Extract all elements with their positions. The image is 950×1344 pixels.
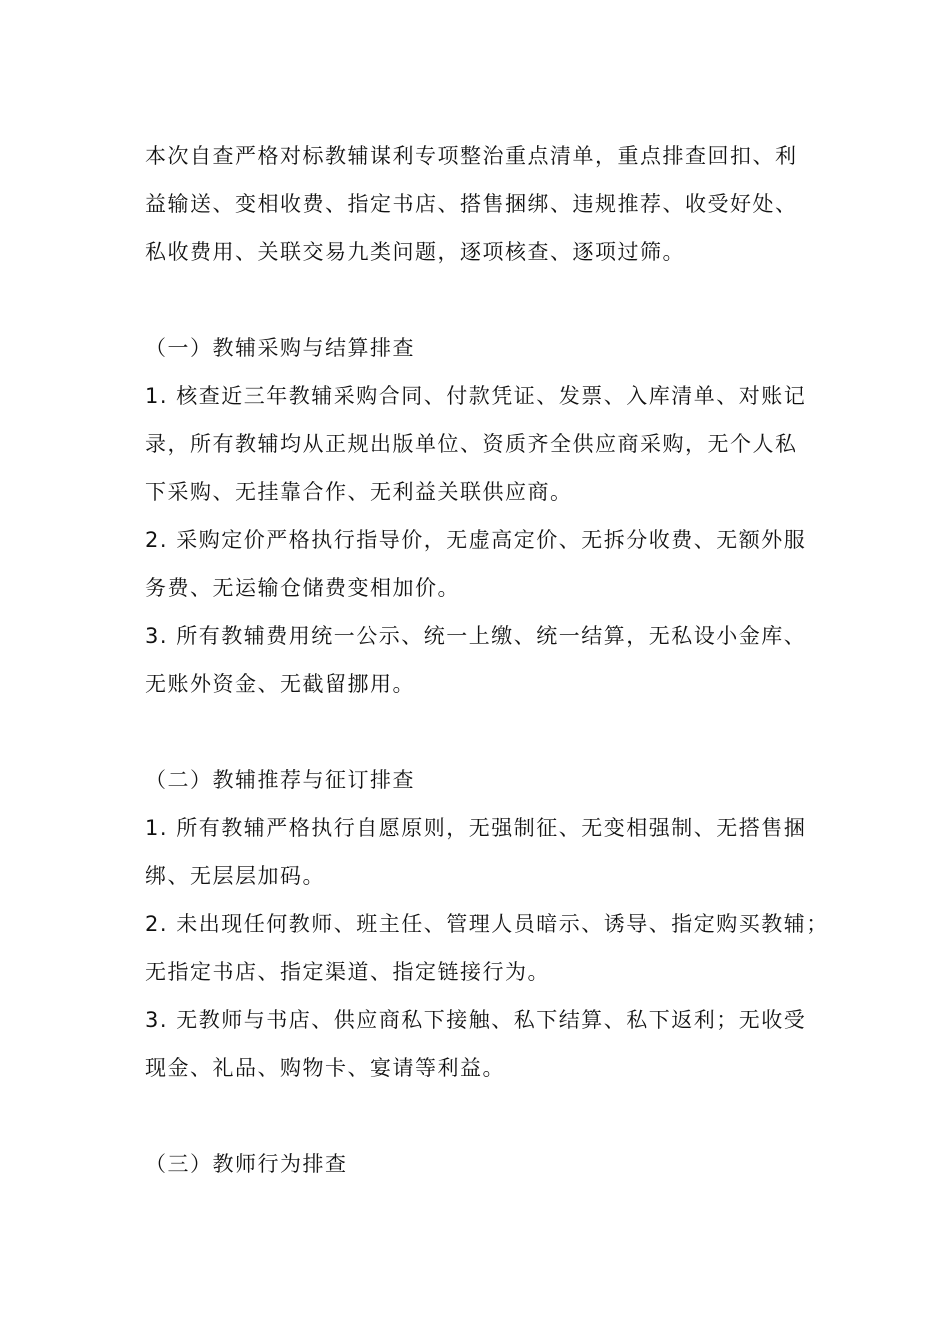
intro-paragraph [145,132,825,276]
paragraph-gap [145,708,825,756]
text-line: 绑、无层层加码。 [145,864,325,888]
text-line: 3. 所有教辅费用统一公示、统一上缴、统一结算，无私设小金库、 [145,624,807,648]
paragraph-gap [145,276,825,324]
text-line: 私收费用、关联交易九类问题，逐项核查、逐项过筛。 [145,240,685,264]
text-line: 1. 所有教辅严格执行自愿原则，无强制征、无变相强制、无搭售捆 [145,816,807,840]
text-line: 2. 采购定价严格执行指导价，无虚高定价、无拆分收费、无额外服 [145,528,807,552]
section-heading: （三）教师行为排查 [145,1152,348,1176]
text-line: 益输送、变相收费、指定书店、搭售捆绑、违规推荐、收受好处、 [145,192,798,216]
section-heading: （二）教辅推荐与征订排查 [145,768,415,792]
text-line: 本次自查严格对标教辅谋利专项整治重点清单，重点排查回扣、利 [145,144,798,168]
text-line: 现金、礼品、购物卡、宴请等利益。 [145,1056,505,1080]
text-line: 1. 核查近三年教辅采购合同、付款凭证、发票、入库清单、对账记 [145,384,807,408]
document-body [145,132,829,1188]
text-line: 无账外资金、无截留挪用。 [145,672,415,696]
text-line: 务费、无运输仓储费变相加价。 [145,576,460,600]
paragraph-gap [145,1092,825,1140]
text-line: 3. 无教师与书店、供应商私下接触、私下结算、私下返利；无收受 [145,1008,807,1032]
section-recommendation [145,756,829,1092]
text-line: 2. 未出现任何教师、班主任、管理人员暗示、诱导、指定购买教辅； [145,912,829,936]
text-line: 录，所有教辅均从正规出版单位、资质齐全供应商采购，无个人私 [145,432,798,456]
section-procurement [145,324,825,708]
text-line: 无指定书店、指定渠道、指定链接行为。 [145,960,550,984]
section-heading: （一）教辅采购与结算排查 [145,336,415,360]
text-line: 下采购、无挂靠合作、无利益关联供应商。 [145,480,573,504]
section-teacher-behavior [145,1140,825,1188]
